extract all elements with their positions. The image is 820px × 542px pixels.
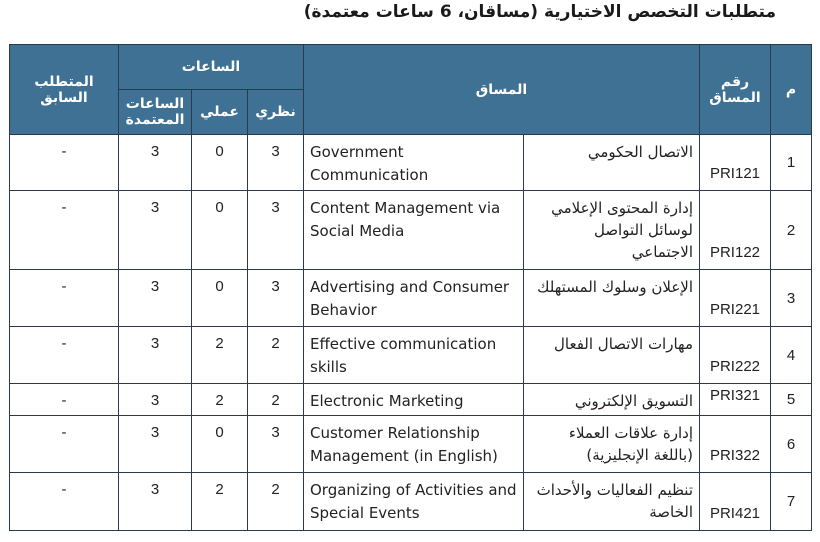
practical-hours: 0 xyxy=(192,270,248,327)
course-name-english: Content Management via Social Media xyxy=(304,191,524,270)
course-name-english: Organizing of Activities and Special Events xyxy=(304,473,524,531)
credit-hours: 3 xyxy=(119,416,192,473)
elective-courses-table xyxy=(9,44,812,531)
course-name-arabic: إدارة المحتوى الإعلامي لوسائل التواصل الاجتماعي xyxy=(524,191,700,270)
theory-hours: 2 xyxy=(248,327,304,384)
practical-hours: 2 xyxy=(192,473,248,531)
header-prerequisite: المتطلب السابق xyxy=(10,45,119,135)
course-name-arabic: تنظيم الفعاليات والأحداث الخاصة xyxy=(524,473,700,531)
credit-hours: 3 xyxy=(119,135,192,191)
header-course: المساق xyxy=(304,45,700,135)
prerequisite: - xyxy=(10,135,119,191)
header-hours: الساعات xyxy=(119,45,304,90)
row-number: 6 xyxy=(771,416,812,473)
course-code: PRI421 xyxy=(700,473,771,531)
credit-hours: 3 xyxy=(119,327,192,384)
course-code: PRI321 xyxy=(700,384,771,416)
credit-hours: 3 xyxy=(119,384,192,416)
prerequisite: - xyxy=(10,270,119,327)
course-name-english: Advertising and Consumer Behavior xyxy=(304,270,524,327)
theory-hours: 2 xyxy=(248,473,304,531)
credit-hours: 3 xyxy=(119,191,192,270)
course-code: PRI122 xyxy=(700,191,771,270)
course-name-arabic: الإعلان وسلوك المستهلك xyxy=(524,270,700,327)
theory-hours: 3 xyxy=(248,270,304,327)
prerequisite: - xyxy=(10,327,119,384)
row-number: 4 xyxy=(771,327,812,384)
practical-hours: 0 xyxy=(192,416,248,473)
practical-hours: 2 xyxy=(192,327,248,384)
theory-hours: 3 xyxy=(248,416,304,473)
course-name-arabic: الاتصال الحكومي xyxy=(524,135,700,191)
course-code: PRI222 xyxy=(700,327,771,384)
credit-hours: 3 xyxy=(119,473,192,531)
table-row xyxy=(10,384,812,416)
course-code: PRI121 xyxy=(700,135,771,191)
course-name-arabic: التسويق الإلكتروني xyxy=(524,384,700,416)
row-number: 7 xyxy=(771,473,812,531)
row-number: 1 xyxy=(771,135,812,191)
course-name-arabic: إدارة علاقات العملاء (باللغة الإنجليزية) xyxy=(524,416,700,473)
practical-hours: 2 xyxy=(192,384,248,416)
header-practical: عملي xyxy=(192,90,248,135)
credit-hours: 3 xyxy=(119,270,192,327)
table-row xyxy=(10,270,812,327)
course-code: PRI221 xyxy=(700,270,771,327)
table-row xyxy=(10,327,812,384)
prerequisite: - xyxy=(10,384,119,416)
practical-hours: 0 xyxy=(192,135,248,191)
table-row xyxy=(10,191,812,270)
header-number: م xyxy=(771,45,812,135)
row-number: 2 xyxy=(771,191,812,270)
header-course-code: رقم المساق xyxy=(700,45,771,135)
prerequisite: - xyxy=(10,416,119,473)
prerequisite: - xyxy=(10,191,119,270)
theory-hours: 2 xyxy=(248,384,304,416)
row-number: 3 xyxy=(771,270,812,327)
table-row xyxy=(10,473,812,531)
course-name-english: Government Communication xyxy=(304,135,524,191)
page-title: متطلبات التخصص الاختيارية (مساقان، 6 ساعات معتمدة) xyxy=(303,2,776,22)
course-name-arabic: مهارات الاتصال الفعال xyxy=(524,327,700,384)
practical-hours: 0 xyxy=(192,191,248,270)
header-theory: نظري xyxy=(248,90,304,135)
course-name-english: Customer Relationship Management (in English) xyxy=(304,416,524,473)
row-number: 5 xyxy=(771,384,812,416)
course-code: PRI322 xyxy=(700,416,771,473)
table-row xyxy=(10,135,812,191)
header-credit-hours: الساعات المعتمدة xyxy=(119,90,192,135)
theory-hours: 3 xyxy=(248,135,304,191)
theory-hours: 3 xyxy=(248,191,304,270)
course-name-english: Electronic Marketing xyxy=(304,384,524,416)
table-row xyxy=(10,416,812,473)
prerequisite: - xyxy=(10,473,119,531)
course-name-english: Effective communication skills xyxy=(304,327,524,384)
